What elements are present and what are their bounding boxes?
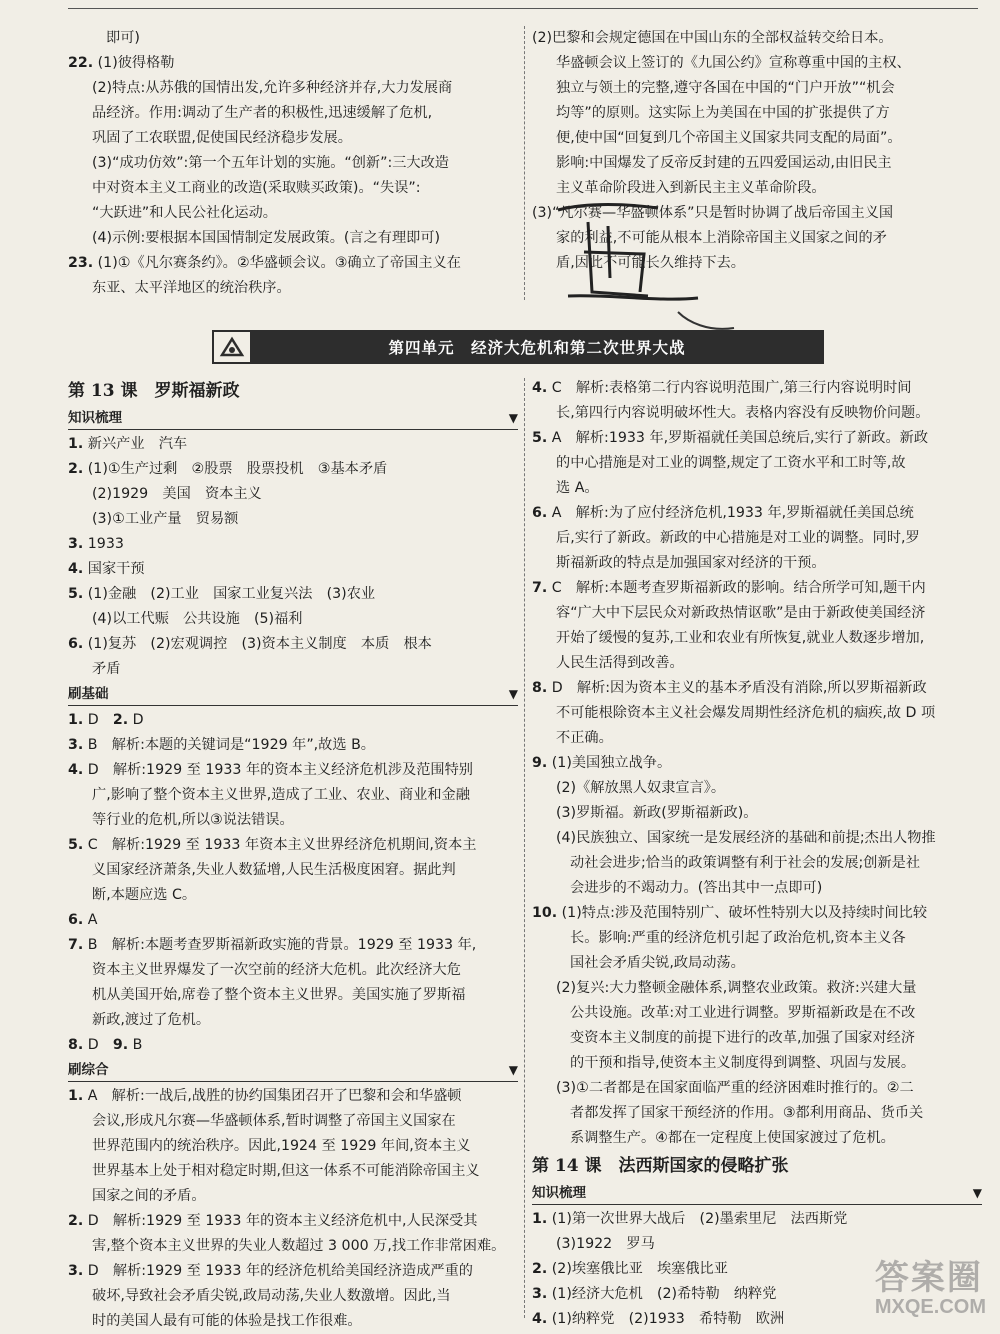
answer-text: B [128,1037,143,1053]
unit-logo-icon [212,330,252,364]
unit-banner [212,330,832,364]
answer-line [68,1159,518,1184]
answer-line [532,601,982,626]
answer-line [532,1207,982,1232]
answer-text: 断,本题应选 C。 [92,887,197,903]
answer-text: 开始了缓慢的复苏,工业和农业有所恢复,就业人数逐步增加, [556,630,925,646]
answer-text: 世界基本上处于相对稳定时期,但这一体系不可能消除帝国主义 [92,1163,480,1179]
answer-text: 1933 [83,536,124,552]
answer-line [68,557,518,582]
answer-text: 盾,因此不可能长久维持下去。 [556,255,745,271]
question-number: 6. [532,505,548,521]
question-number: 7. [532,580,548,596]
answer-line [532,576,982,601]
answer-text: 国社会矛盾尖锐,政局动荡。 [570,955,745,971]
answer-line [68,833,518,858]
answer-text: (3)“凡尔赛—华盛顿体系”只是暂时协调了战后帝国主义国 [532,205,894,221]
answer-text: 家的利益,不可能从根本上消除帝国主义国家之间的矛 [556,230,887,246]
answer-line [532,26,982,51]
answer-text: D [83,1037,113,1053]
answer-text: 即可) [106,30,140,46]
answer-line [532,926,982,951]
answer-text: (3)1922 罗马 [556,1236,655,1252]
answer-line [532,651,982,676]
answer-line [68,226,520,251]
answer-line [532,1076,982,1101]
answer-line [68,151,520,176]
answer-line [532,951,982,976]
answer-line [68,733,518,758]
answer-text: 东亚、太平洋地区的统治秩序。 [92,280,291,296]
answer-line [532,76,982,101]
answer-line [68,1309,518,1334]
answer-text: A 解析:为了应付经济危机,1933 年,罗斯福就任美国总统 [547,505,914,521]
answer-line [68,582,518,607]
watermark-top: 答案圈 [874,1259,983,1297]
answer-line [68,1109,518,1134]
answer-line [68,251,520,276]
triangle-down-icon: ▼ [508,411,518,425]
answer-text: 义国家经济萧条,失业人数猛增,人民生活极度困窘。据此判 [92,862,456,878]
knowledge-list [68,432,518,682]
section-label: 刷综合 [68,1062,109,1078]
answer-line [68,457,518,482]
section-label: 知识梳理 [532,1185,586,1201]
answer-text: D 解析:1929 至 1933 年的经济危机给美国经济造成严重的 [83,1263,473,1279]
question-number: 9. [112,1037,129,1053]
triangle-down-icon: ▼ [508,1063,518,1077]
answer-text: (4)示例:要根据本国国情制定发展政策。(言之有理即可) [92,230,441,246]
lesson14-title: 第 14 课 法西斯国家的侵略扩张 [532,1156,789,1176]
answer-text: 人民生活得到改善。 [556,655,684,671]
question-number: 6. [68,912,84,928]
answer-text: 会议,形成凡尔赛—华盛顿体系,暂时调整了帝国主义国家在 [92,1113,456,1129]
answers-top-left [68,26,520,301]
answer-text: (1)①生产过剩 ②股票 股票投机 ③基本矛盾 [83,461,388,477]
answer-line [68,432,518,457]
answer-text: (1)第一次世界大战后 (2)墨索里尼 法西斯党 [547,1211,848,1227]
answer-text: 中对资本主义工商业的改造(采取赎买政策)。“失误”: [92,180,421,196]
answer-line [68,883,518,908]
question-number: 3. [68,536,84,552]
answer-line [68,507,518,532]
answer-text: (2)复兴:大力整顿金融体系,调整农业政策。救济:兴建大量 [556,980,917,996]
answer-text: (2)埃塞俄比亚 埃塞俄比亚 [547,1261,728,1277]
answer-text: 破坏,导致社会矛盾尖锐,政局动荡,失业人数激增。因此,当 [92,1288,451,1304]
answer-text: 均等”的原则。这实际上为美国在中国的扩张提供了方 [556,105,890,121]
answer-text: 等行业的危机,所以③说法错误。 [92,812,294,828]
answer-line [68,758,518,783]
lesson13-title: 第 13 课 罗斯福新政 [68,381,240,401]
answer-line [68,808,518,833]
answer-line [68,607,518,632]
answer-line [68,1284,518,1309]
question-number: 1. [68,1088,84,1104]
column-divider-top [524,26,525,300]
answer-line [68,1008,518,1033]
question-number: 1. [532,1211,548,1227]
answer-line [532,901,982,926]
answer-line [68,908,518,933]
question-number: 9. [532,755,548,771]
answer-text: 后,实行了新政。新政的中心措施是对工业的调整。同时,罗 [556,530,920,546]
answer-text: A 解析:1933 年,罗斯福就任美国总统后,实行了新政。新政 [547,430,929,446]
answer-text: (2)1929 美国 资本主义 [92,486,262,502]
answer-text: 变资本主义制度的前提下进行的改革,加强了国家对经济 [570,1030,916,1046]
answer-line [532,51,982,76]
question-number: 8. [532,680,548,696]
answer-line [532,376,982,401]
answer-line [532,1101,982,1126]
lesson13-right-column [532,376,982,1332]
question-number: 2. [68,461,84,477]
answer-text: 国家干预 [83,561,145,577]
answer-text: 的干预和指导,使资本主义制度得到调整、巩固与发展。 [570,1055,916,1071]
answer-line [532,501,982,526]
answer-line [68,101,520,126]
answer-text: (1)彼得格勒 [93,55,175,71]
answer-line [532,876,982,901]
question-number: 8. [68,1037,84,1053]
answer-line [532,1051,982,1076]
question-number: 4. [532,380,548,396]
answer-line [68,76,520,101]
question-number: 1. [68,436,84,452]
triangle-down-icon: ▼ [972,1186,982,1200]
question-number: 3. [532,1286,548,1302]
answer-text: D 解析:1929 至 1933 年的资本主义经济危机涉及范围特别 [83,762,473,778]
answer-line [532,826,982,851]
section-basic-header [68,683,518,706]
answer-text: (3)①工业产量 贸易额 [92,511,239,527]
triangle-down-icon: ▼ [508,687,518,701]
answer-text: 斯福新政的特点是加强国家对经济的干预。 [556,555,826,571]
answer-text: 不正确。 [556,730,613,746]
answer-text: (3)罗斯福。新政(罗斯福新政)。 [556,805,758,821]
answer-text: 机从美国开始,席卷了整个资本主义世界。美国实施了罗斯福 [92,987,466,1003]
question-number: 1. [68,712,84,728]
answer-text: (4)以工代赈 公共设施 (5)福利 [92,611,303,627]
question-number: 2. [112,712,129,728]
question-number: 4. [532,1311,548,1327]
answer-text: D 解析:因为资本主义的基本矛盾没有消除,所以罗斯福新政 [547,680,927,696]
answer-line [68,1259,518,1284]
answer-text: 的中心措施是对工业的调整,规定了工资水平和工时等,故 [556,455,906,471]
answer-text: (2)特点:从苏俄的国情出发,允许多种经济并存,大力发展商 [92,80,453,96]
answer-text: D 解析:1929 至 1933 年的资本主义经济危机中,人民深受其 [83,1213,478,1229]
answer-line [68,201,520,226]
answer-text: C 解析:本题考查罗斯福新政的影响。结合所学可知,题干内 [547,580,926,596]
section-knowledge-header [68,407,518,430]
answer-text: 影响:中国爆发了反帝反封建的五四爱国运动,由旧民主 [556,155,892,171]
answer-text: 广,影响了整个资本主义世界,造成了工业、农业、商业和金融 [92,787,470,803]
answer-line [532,1126,982,1151]
answer-text: (1)金融 (2)工业 国家工业复兴法 (3)农业 [83,586,376,602]
answer-line [532,201,982,226]
answer-line [68,958,518,983]
question-number: 5. [68,837,84,853]
answer-line [532,126,982,151]
answer-line [532,976,982,1001]
answer-text: (4)民族独立、国家统一是发展经济的基础和前提;杰出人物推 [556,830,936,846]
answer-line [532,151,982,176]
question-number: 5. [68,586,84,602]
answer-text: 会进步的不竭动力。(答出其中一点即可) [570,880,823,896]
answer-line [532,1026,982,1051]
answer-line [68,276,520,301]
answer-line [68,1134,518,1159]
answer-line [532,551,982,576]
answer-text: 资本主义世界爆发了一次空前的经济大危机。此次经济大危 [92,962,461,978]
question-number: 5. [532,430,548,446]
answer-text: B 解析:本题的关键词是“1929 年”,故选 B。 [83,737,375,753]
answer-text: 巩固了工农联盟,促使国民经济稳步发展。 [92,130,352,146]
answer-text: B 解析:本题考查罗斯福新政实施的背景。1929 至 1933 年, [83,937,477,953]
answer-line [532,626,982,651]
answer-text: 主义革命阶段进入到新民主主义革命阶段。 [556,180,826,196]
question-number: 22. [68,55,94,71]
answer-line [532,476,982,501]
answer-text: 便,使中国“回复到几个帝国主义国家共同支配的局面”。 [556,130,902,146]
answer-line [532,726,982,751]
answer-line [532,251,982,276]
question-number: 10. [532,905,558,921]
answer-line [532,776,982,801]
answer-text: A [83,912,98,928]
answer-text: D [128,712,144,728]
answer-text: C 解析:表格第二行内容说明范围广,第三行内容说明时间 [547,380,912,396]
answer-line [68,126,520,151]
question-number: 4. [68,762,84,778]
answer-text: 害,整个资本主义世界的失业人数超过 3 000 万,找工作非常困难。 [92,1238,506,1254]
answer-line [532,751,982,776]
answer-line [68,51,520,76]
question-number: 2. [68,1213,84,1229]
answer-text: 者都发挥了国家干预经济的作用。③都利用商品、货币关 [570,1105,924,1121]
answer-line [68,632,518,657]
answer-text: (1)美国独立战争。 [547,755,672,771]
answer-text: D [83,712,113,728]
answer-text: (1)复苏 (2)宏观调控 (3)资本主义制度 本质 根本 [83,636,432,652]
answer-line [68,1209,518,1234]
answer-text: (1)纳粹党 (2)1933 希特勒 欧洲 [547,1311,785,1327]
answer-text: (3)“成功仿效”:第一个五年计划的实施。“创新”:三大改造 [92,155,449,171]
answer-line [532,526,982,551]
answer-line [68,26,520,51]
answer-line [532,801,982,826]
answer-text: (2)《解放黑人奴隶宣言》。 [556,780,726,796]
question-number: 7. [68,937,84,953]
answer-line [68,1184,518,1209]
answer-text: A 解析:一战后,战胜的协约国集团召开了巴黎和会和华盛顿 [83,1088,462,1104]
question-number: 3. [68,737,84,753]
column-divider-bottom [524,378,525,1318]
answer-line [68,1033,518,1058]
answer-text: 选 A。 [556,480,599,496]
answer-line [68,657,518,682]
answer-text: 新政,渡过了危机。 [92,1012,211,1028]
answer-line [532,101,982,126]
comprehensive-list [68,1084,518,1334]
answer-line [68,708,518,733]
section-comprehensive-header [68,1059,518,1082]
answer-line [532,401,982,426]
answer-text: 时的美国人最有可能的体验是找工作很难。 [92,1313,362,1329]
basic-list [68,708,518,1058]
answer-text: 公共设施。改革:对工业进行调整。罗斯福新政是在不改 [570,1005,916,1021]
answer-text: “大跃进”和人民公社化运动。 [92,205,277,221]
answer-text: 矛盾 [92,661,121,677]
banner-end-cap [822,330,832,364]
answer-text: 世界范围内的统治秩序。因此,1924 至 1929 年间,资本主义 [92,1138,471,1154]
answer-text: 新兴产业 汽车 [83,436,188,452]
answer-line [68,858,518,883]
answer-text: (1)①《凡尔赛条约》。②华盛顿会议。③确立了帝国主义在 [93,255,461,271]
answer-line [532,176,982,201]
answer-text: (1)经济大危机 (2)希特勒 纳粹党 [547,1286,777,1302]
unit-title: 第四单元 经济大危机和第二次世界大战 [388,339,686,357]
answer-text: 系调整生产。④都在一定程度上使国家渡过了危机。 [570,1130,895,1146]
answer-line [68,532,518,557]
watermark-logo [875,1260,986,1318]
answer-line [68,1084,518,1109]
question-number: 4. [68,561,84,577]
answer-line [532,701,982,726]
answer-text: 独立与领土的完整,遵守各国在中国的“门户开放”“机会 [556,80,895,96]
answer-text: (1)特点:涉及范围特别广、破坏性特别大以及持续时间比较 [557,905,928,921]
lesson13-left-column [68,376,518,1334]
question-number: 2. [532,1261,548,1277]
answers-top-right [532,26,982,276]
answer-line [68,176,520,201]
answer-text: 华盛顿会议上签订的《九国公约》宣称尊重中国的主权、 [556,55,911,71]
answer-line [532,1001,982,1026]
answer-text: 动社会进步;恰当的政策调整有利于社会的发展;创新是社 [570,855,921,871]
section-knowledge-header-14 [532,1182,982,1205]
answer-line [68,1234,518,1259]
question-number: 6. [68,636,84,652]
answer-line [68,983,518,1008]
answer-line [532,851,982,876]
answer-text: 不可能根除资本主义社会爆发周期性经济危机的痼疾,故 D 项 [556,705,936,721]
question-number: 3. [68,1263,84,1279]
answer-line [68,482,518,507]
page-top-rule [68,8,978,9]
answer-text: (2)巴黎和会规定德国在中国山东的全部权益转交给日本。 [532,30,893,46]
answer-line [532,1232,982,1257]
answer-text: C 解析:1929 至 1933 年资本主义世界经济危机期间,资本主 [83,837,477,853]
watermark-bottom: MXQE.COM [874,1296,986,1318]
answer-line [532,226,982,251]
answer-text: (3)①二者都是在国家面临严重的经济困难时推行的。②二 [556,1080,914,1096]
comprehensive-list-cont [532,376,982,1151]
answer-line [532,451,982,476]
answer-text: 长,第四行内容说明破坏性大。表格内容没有反映物价问题。 [556,405,930,421]
question-number: 23. [68,255,94,271]
section-label: 知识梳理 [68,410,122,426]
answer-text: 容“广大中下层民众对新政热情讴歌”是由于新政使美国经济 [556,605,926,621]
answer-line [532,676,982,701]
answer-line [532,426,982,451]
answer-line [68,783,518,808]
answer-text: 品经济。作用:调动了生产者的积极性,迅速缓解了危机, [92,105,433,121]
answer-line [68,933,518,958]
answer-text: 国家之间的矛盾。 [92,1188,206,1204]
section-label: 刷基础 [68,686,109,702]
answer-text: 长。影响:严重的经济危机引起了政治危机,资本主义各 [570,930,906,946]
